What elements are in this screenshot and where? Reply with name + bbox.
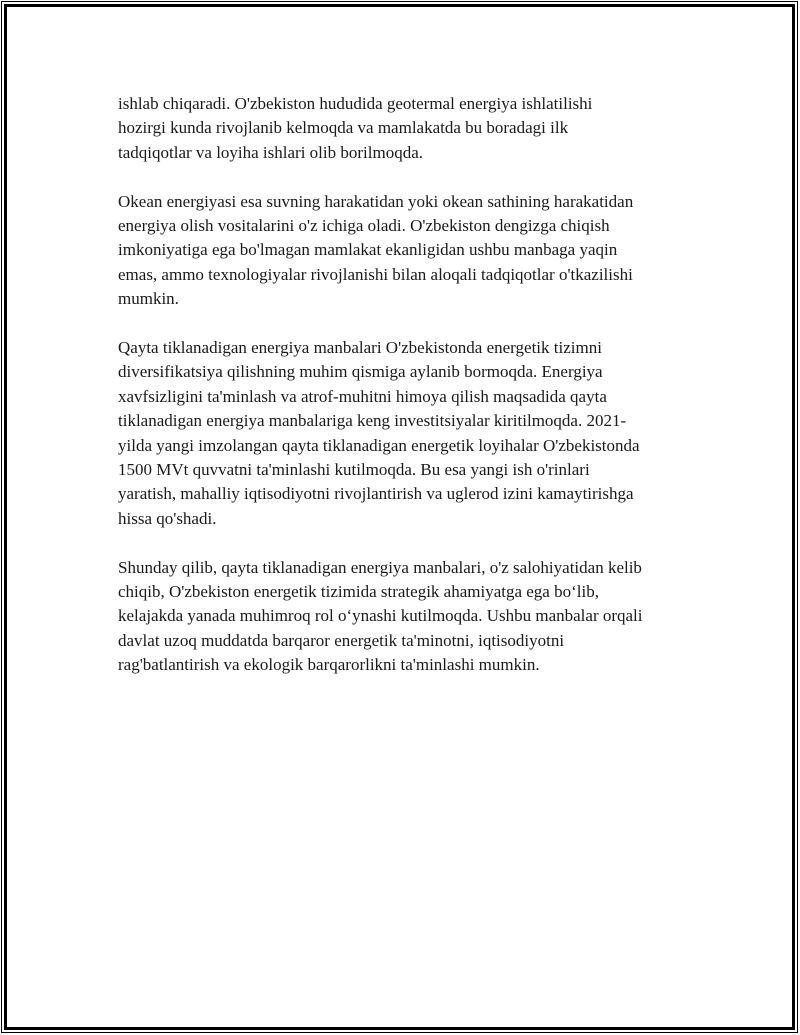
- paragraph-conclusion: Shunday qilib, qayta tiklanadigan energiya manbalari, o'z salohiyatidan kelib chiqib, O'zbekiston energetik tizimida strategik ahamiyatga ega bo‘lib, kelajakda yanada muhimroq rol o‘ynashi kutilmoqda. Ushbu manbalar orqali davlat uzoq muddatda barqaror energetik ta'minotni, iqtisodiyotni rag'batlantirish va ekologik barqarorlikni ta'minlashi mumkin.: [118, 557, 643, 675]
- paragraph-renewable-diversification: Qayta tiklanadigan energiya manbalari O'zbekistonda energetik tizimni diversifikatsiya qilishning muhim qismiga aylanib bormoqda. Energiya xavfsizligini ta'minlash va atrof-muhitni himoya qilish maqsadida qayta tiklanadigan energiya manbalariga keng investitsiyalar kiritilmoqda. 2021- yilda yangi imzolangan qayta tiklanadigan energetik loyihalar O'zbekistonda 1500 MVt quvvatni ta'minlashi kutilmoqda. Bu esa yangi ish o'rinlari yaratish, mahalliy iqtisodiyotni rivojlantirish va uglerod izini kamaytirishga hissa qo'shadi.: [118, 338, 640, 528]
- document-body: [118, 92, 678, 702]
- paragraph-geothermal: ishlab chiqaradi. O'zbekiston hududida geotermal energiya ishlatilishi hozirgi kunda rivojlanib kelmoqda va mamlakatda bu boradagi ilk tadqiqotlar va loyiha ishlari olib borilmoqda.: [118, 94, 593, 162]
- paragraph-ocean-energy: Okean energiyasi esa suvning harakatidan yoki okean sathining harakatidan energiya olish vositalarini o'z ichiga oladi. O'zbekiston dengizga chiqish imkoniyatiga ega bo'lmagan mamlakat ekanligidan ushbu manbaga yaqin emas, ammo texnologiyalar rivojlanishi bilan aloqali tadqiqotlar o'tkazilishi mumkin.: [118, 191, 634, 309]
